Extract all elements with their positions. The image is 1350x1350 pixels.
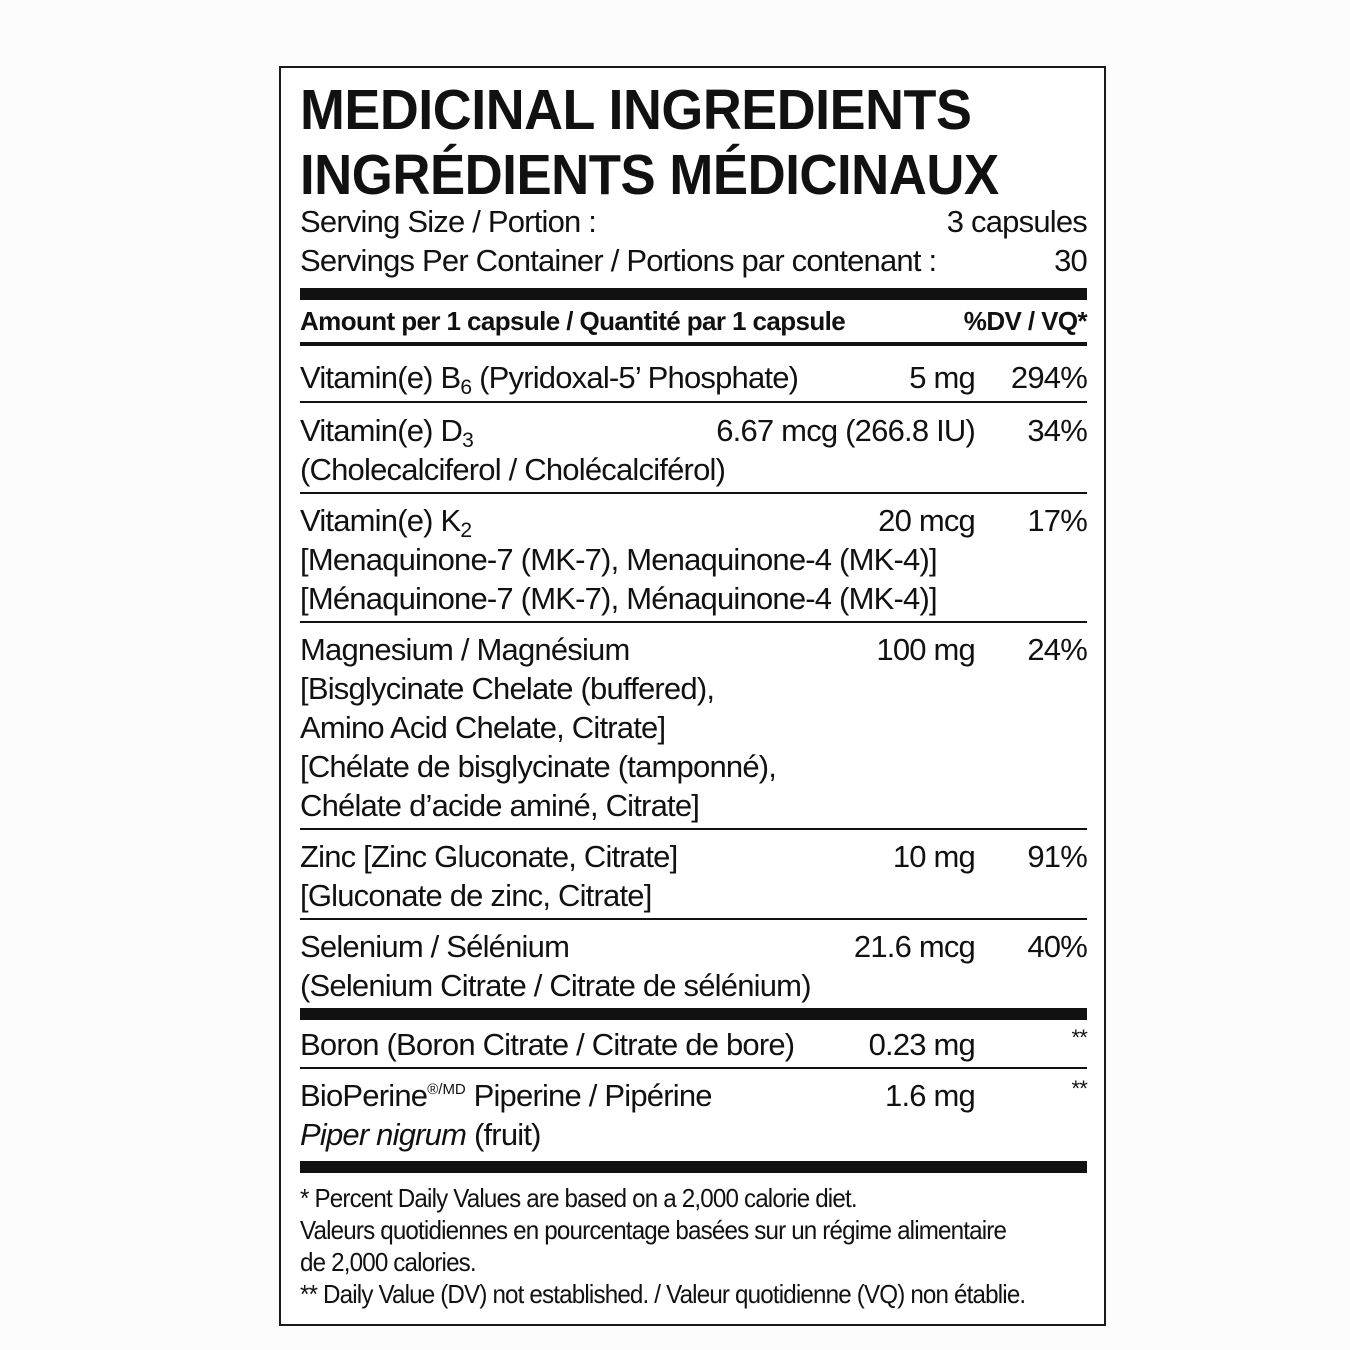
ingredient-dv: ** <box>1071 1025 1087 1050</box>
ingredient-name: Zinc [Zinc Gluconate, Citrate] <box>300 839 678 874</box>
thick-divider <box>300 1161 1087 1173</box>
ingredient-source: Piper nigrum (fruit) <box>300 1117 541 1152</box>
ingredient-source: (Cholecalciferol / Cholécalciférol) <box>300 452 726 487</box>
serving-size-value: 3 capsules <box>946 204 1087 239</box>
ingredient-name: Magnesium / Magnésium <box>300 632 630 667</box>
ingredient-amount: 1.6 mg <box>885 1078 975 1113</box>
ingredient-source-fr: [Gluconate de zinc, Citrate] <box>300 878 652 913</box>
ingredient-amount: 21.6 mcg <box>853 929 975 964</box>
supplement-facts-panel <box>279 66 1106 1326</box>
ingredient-name: Vitamin(e) $D_3$ <box>300 413 473 452</box>
ingredient-dv: 17% <box>1027 503 1087 538</box>
ingredient-name: Vitamin(e) $K_2$ <box>300 503 472 542</box>
header-divider <box>300 342 1087 346</box>
footnote-dv-fr-cont: de 2,000 calories. <box>300 1247 476 1277</box>
ingredient-name: Boron (Boron Citrate / Citrate de bore) <box>300 1027 795 1062</box>
row-divider <box>300 621 1087 623</box>
servings-per-container-row <box>300 243 1087 279</box>
ingredient-source: Amino Acid Chelate, Citrate] <box>300 710 666 745</box>
row-divider <box>300 1067 1087 1069</box>
ingredient-source: (Selenium Citrate / Citrate de sélénium) <box>300 968 811 1003</box>
ingredient-source: [Bisglycinate Chelate (buffered), <box>300 671 715 706</box>
footnote-dv-fr: Valeurs quotidiennes en pourcentage basées sur un régime alimentaire <box>300 1215 1007 1245</box>
row-divider <box>300 918 1087 920</box>
ingredient-name: Vitamin(e) $B_6$ (Pyridoxal-5’ Phosphate) <box>300 360 799 399</box>
ingredient-dv: ** <box>1071 1076 1087 1101</box>
footnote-not-established: ** Daily Value (DV) not established. / Valeur quotidienne (VQ) non établie. <box>300 1279 1026 1309</box>
ingredient-name: BioPerine$^{®/MD}$ Piperine / Pipérine <box>300 1078 712 1113</box>
thick-divider <box>300 288 1087 300</box>
serving-size-label: Serving Size / Portion : <box>300 204 597 239</box>
ingredient-amount: 20 mcg <box>878 503 975 538</box>
thick-divider <box>300 1008 1087 1020</box>
ingredient-dv: 24% <box>1027 632 1087 667</box>
servings-per-container-label: Servings Per Container / Portions par contenant : <box>300 243 937 278</box>
ingredient-source-fr: Chélate d’acide aminé, Citrate] <box>300 788 700 823</box>
title-french: INGRÉDIENTS MÉDICINAUX <box>300 143 999 207</box>
row-divider <box>300 828 1087 830</box>
dv-header-label: %DV / VQ* <box>963 306 1087 336</box>
ingredient-source-fr: [Chélate de bisglycinate (tamponné), <box>300 749 777 784</box>
ingredient-amount: 10 mg <box>892 839 975 874</box>
amount-header-label: Amount per 1 capsule / Quantité par 1 capsule <box>300 306 846 336</box>
serving-size-row <box>300 204 1087 240</box>
ingredient-dv: 294% <box>1010 360 1087 395</box>
ingredient-dv: 34% <box>1027 413 1087 448</box>
title-english: MEDICINAL INGREDIENTS <box>300 78 972 142</box>
ingredient-amount: 0.23 mg <box>868 1027 975 1062</box>
servings-per-container-value: 30 <box>1054 243 1087 278</box>
ingredient-source-fr: [Ménaquinone-7 (MK-7), Ménaquinone-4 (MK-4)] <box>300 581 937 616</box>
row-divider <box>300 492 1087 494</box>
ingredient-source: [Menaquinone-7 (MK-7), Menaquinone-4 (MK-4)] <box>300 542 937 577</box>
ingredient-name: Selenium / Sélénium <box>300 929 570 964</box>
ingredient-amount: 6.67 mcg (266.8 IU) <box>716 413 975 448</box>
footnote-dv-en: * Percent Daily Values are based on a 2,000 calorie diet. <box>300 1183 857 1213</box>
ingredient-amount: 5 mg <box>909 360 975 395</box>
ingredient-dv: 91% <box>1027 839 1087 874</box>
row-divider <box>300 401 1087 403</box>
amount-header-row <box>300 306 1087 337</box>
ingredient-amount: 100 mg <box>876 632 975 667</box>
ingredient-dv: 40% <box>1027 929 1087 964</box>
